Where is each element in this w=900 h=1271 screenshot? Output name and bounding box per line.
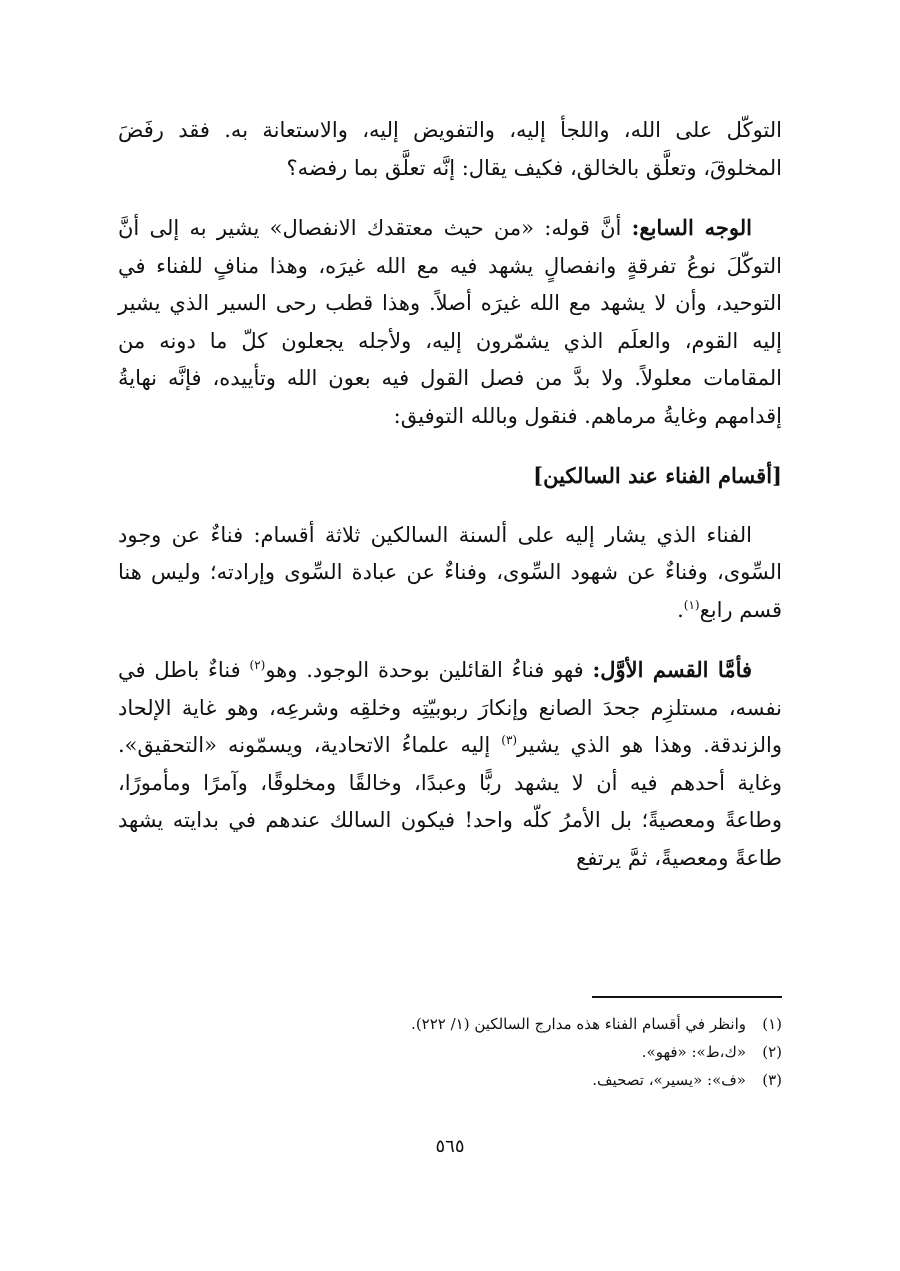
footnote-divider (592, 996, 782, 998)
footnote-ref[interactable]: (١) (683, 597, 700, 612)
footnote-text: وانظر في أقسام الفناء هذه مدارج السالكين (١/ ٢٢٢). (411, 1015, 746, 1033)
paragraph-text: . (677, 597, 684, 622)
paragraph-continuation (118, 112, 782, 187)
footnote-number: (٣) (762, 1071, 782, 1089)
page-number: ٥٦٥ (435, 1136, 465, 1157)
paragraph-text: الفناء الذي يشار إليه على ألسنة السالكين ثلاثة أقسام: فناءٌ عن وجود السِّوى، وفناءٌ عن شهود السِّوى، وفناءٌ عن عبادة السِّوى وإرادته؛ وليس هنا قسم رابع (118, 522, 782, 622)
footnote-item (118, 1010, 782, 1038)
paragraph-lead: فأمَّا القسم الأوَّل: (592, 657, 753, 682)
footnote-text: «ف»: «يسير»، تصحيف. (592, 1071, 746, 1089)
paragraph-text: التوكّل على الله، واللجأ إليه، والتفويض إليه، والاستعانة به. فقد رفَضَ المخلوقَ، وتعلَّق بالخالق، فكيف يقال: إنَّه تعلَّق بما رفضه؟ (118, 118, 782, 180)
footnote-text: «ك،ط»: «فهو». (641, 1043, 746, 1061)
paragraph-text: أنَّ قوله: «من حيث معتقدك الانفصال» يشير به إلى أنَّ التوكّلَ نوعُ تفرقةٍ وانفصالٍ يشهد فيه مع الله غيرَه، وهذا منافٍ للفناء في التوحيد، وأن لا يشهد مع الله غيرَه أصلاً. وهذا قطب رحى السير الذي يشير إليه القوم، والعلَم الذي يشمّرون إليه، ولأجله يجعلون كلّ ما دونه من المقامات معلولاً. ولا بدَّ من فصل القول فيه بعون الله وتأييده، فإنَّه نهايةُ إقدامهم وغايةُ مرماهم. فنقول وبالله التوفيق: (118, 216, 782, 428)
paragraph-text: فناءٌ باطل في نفسه، مستلزِم جحدَ الصانع وإنكارَ ربوبيّتِه وخلقِه وشرعِه، وهو غاية الإلحاد والزندقة. وهذا هو الذي يشير (118, 658, 782, 757)
footnote-number: (٢) (762, 1043, 782, 1061)
paragraph-text: إليه علماءُ الاتحادية، ويسمّونه «التحقيق». وغاية أحدهم فيه أن لا يشهد ربًّا وعبدًا، وخالقًا ومخلوقًا، وآمرًا ومأمورًا، وطاعةً ومعصيةً؛ بل الأمرُ كلّه واحد! فيكون السالك عندهم في بدايته يشهد طاعةً ومعصيةً، ثمَّ يرتفع (118, 733, 782, 870)
paragraph-seventh-aspect (118, 209, 782, 435)
section-heading: [أقسام الفناء عند السالكين] (533, 463, 782, 488)
footnote-item (118, 1066, 782, 1094)
paragraph-fana-types (118, 517, 782, 630)
footnote-ref[interactable]: (٢) (249, 658, 266, 672)
footnote-ref[interactable]: (٣) (501, 733, 518, 747)
paragraph-first-type (118, 651, 782, 877)
footnote-number: (١) (762, 1015, 782, 1033)
page-body (118, 112, 782, 899)
paragraph-lead: الوجه السابع: (631, 215, 752, 240)
footnotes (118, 996, 782, 1094)
footnote-item (118, 1038, 782, 1066)
paragraph-text: فهو فناءُ القائلين بوحدة الوجود. وهو (265, 658, 593, 682)
